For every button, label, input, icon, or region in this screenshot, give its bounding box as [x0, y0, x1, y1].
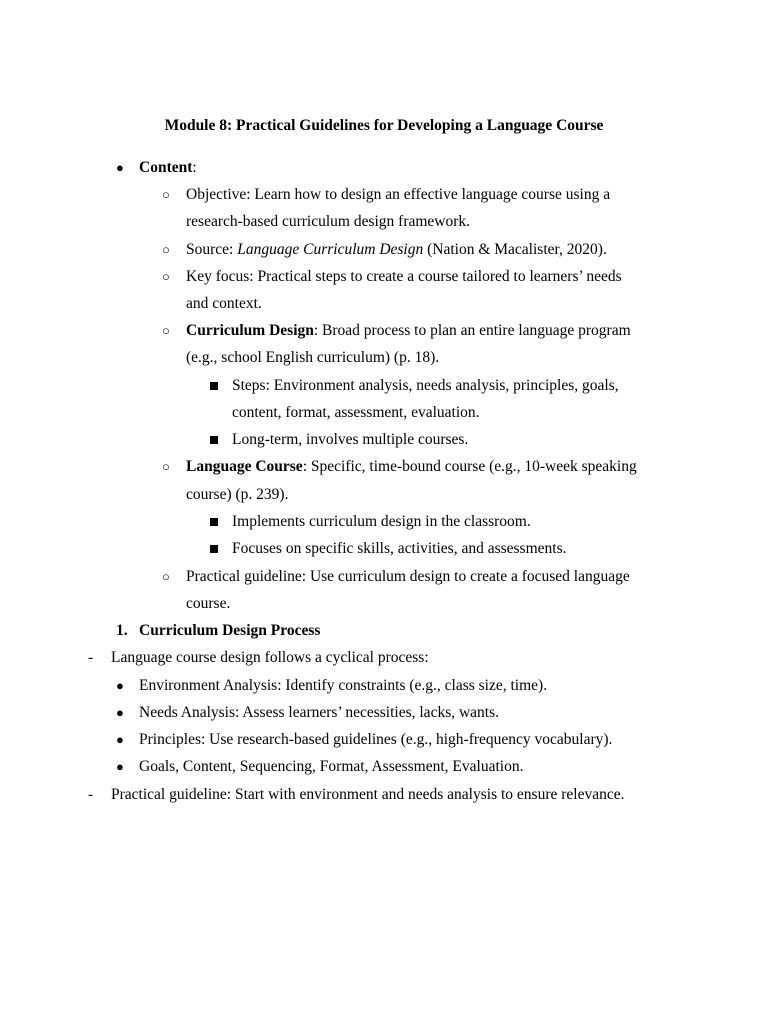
document-title: Module 8: Practical Guidelines for Developing a Language Course	[164, 117, 604, 134]
source-book-title: Language Curriculum Design	[237, 241, 424, 258]
bullet-circle: ○	[162, 187, 170, 202]
bullet-goals: Goals, Content, Sequencing, Format, Assessment, Evaluation.	[139, 758, 524, 775]
objective-line2: research-based curriculum design framework.	[186, 213, 471, 230]
language-course-line2: course) (p. 239).	[186, 486, 289, 503]
curriculum-design-rest: : Broad process to plan an entire language program	[313, 322, 631, 339]
long-term-line: Long-term, involves multiple courses.	[232, 431, 469, 448]
section-heading: Curriculum Design Process	[139, 622, 321, 639]
content-label-text: Content	[139, 159, 193, 176]
source-suffix: (Nation & Macalister, 2020).	[423, 241, 607, 258]
bullet-circle: ○	[162, 323, 170, 338]
language-course-rest: : Specific, time-bound course (e.g., 10-week speaking	[302, 458, 637, 475]
objective-line1: Objective: Learn how to design an effective language course using a	[186, 186, 611, 203]
dash-item-cyclical: Language course design follows a cyclical process:	[111, 649, 429, 666]
curriculum-design-line2: (e.g., school English curriculum) (p. 18).	[186, 349, 440, 366]
bullet-principles: Principles: Use research-based guidelines (e.g., high-frequency vocabulary).	[139, 731, 613, 748]
bullet-circle: ○	[162, 459, 170, 474]
steps-line1: Steps: Environment analysis, needs analysis, principles, goals,	[232, 377, 619, 394]
content-label	[139, 154, 197, 181]
language-course-term: Language Course	[186, 458, 303, 475]
bullet-disc: ●	[116, 732, 124, 747]
bullet-needs: Needs Analysis: Assess learners’ necessities, lacks, wants.	[139, 704, 500, 721]
source-line	[186, 236, 607, 263]
curriculum-design-term: Curriculum Design	[186, 322, 314, 339]
practical-line1: Practical guideline: Use curriculum design to create a focused language	[186, 568, 630, 585]
practical-line2: course.	[186, 595, 231, 612]
bullet-circle: ○	[162, 569, 170, 584]
curriculum-design-line1	[186, 317, 631, 344]
implements-line: Implements curriculum design in the classroom.	[232, 513, 531, 530]
bullet-circle: ○	[162, 242, 170, 257]
focuses-line: Focuses on specific skills, activities, and assessments.	[232, 540, 567, 557]
bullet-circle: ○	[162, 269, 170, 284]
bullet-square	[210, 372, 218, 399]
source-prefix: Source:	[186, 241, 238, 258]
dash-marker: -	[88, 649, 94, 666]
bullet-square	[210, 535, 218, 562]
bullet-disc: ●	[116, 160, 124, 175]
bullet-environment: Environment Analysis: Identify constraints (e.g., class size, time).	[139, 677, 548, 694]
dash-marker: -	[88, 786, 94, 803]
dash-item-practical: Practical guideline: Start with environment and needs analysis to ensure relevance.	[111, 786, 625, 803]
bullet-square	[210, 426, 218, 453]
bullet-disc: ●	[116, 678, 124, 693]
key-focus-line1: Key focus: Practical steps to create a course tailored to learners’ needs	[186, 268, 622, 285]
key-focus-line2: and context.	[186, 295, 262, 312]
content-label-colon: :	[192, 159, 197, 176]
language-course-line1	[186, 453, 637, 480]
bullet-square	[210, 508, 218, 535]
bullet-disc: ●	[116, 759, 124, 774]
steps-line2: content, format, assessment, evaluation.	[232, 404, 480, 421]
section-number: 1.	[116, 622, 128, 639]
bullet-disc: ●	[116, 705, 124, 720]
